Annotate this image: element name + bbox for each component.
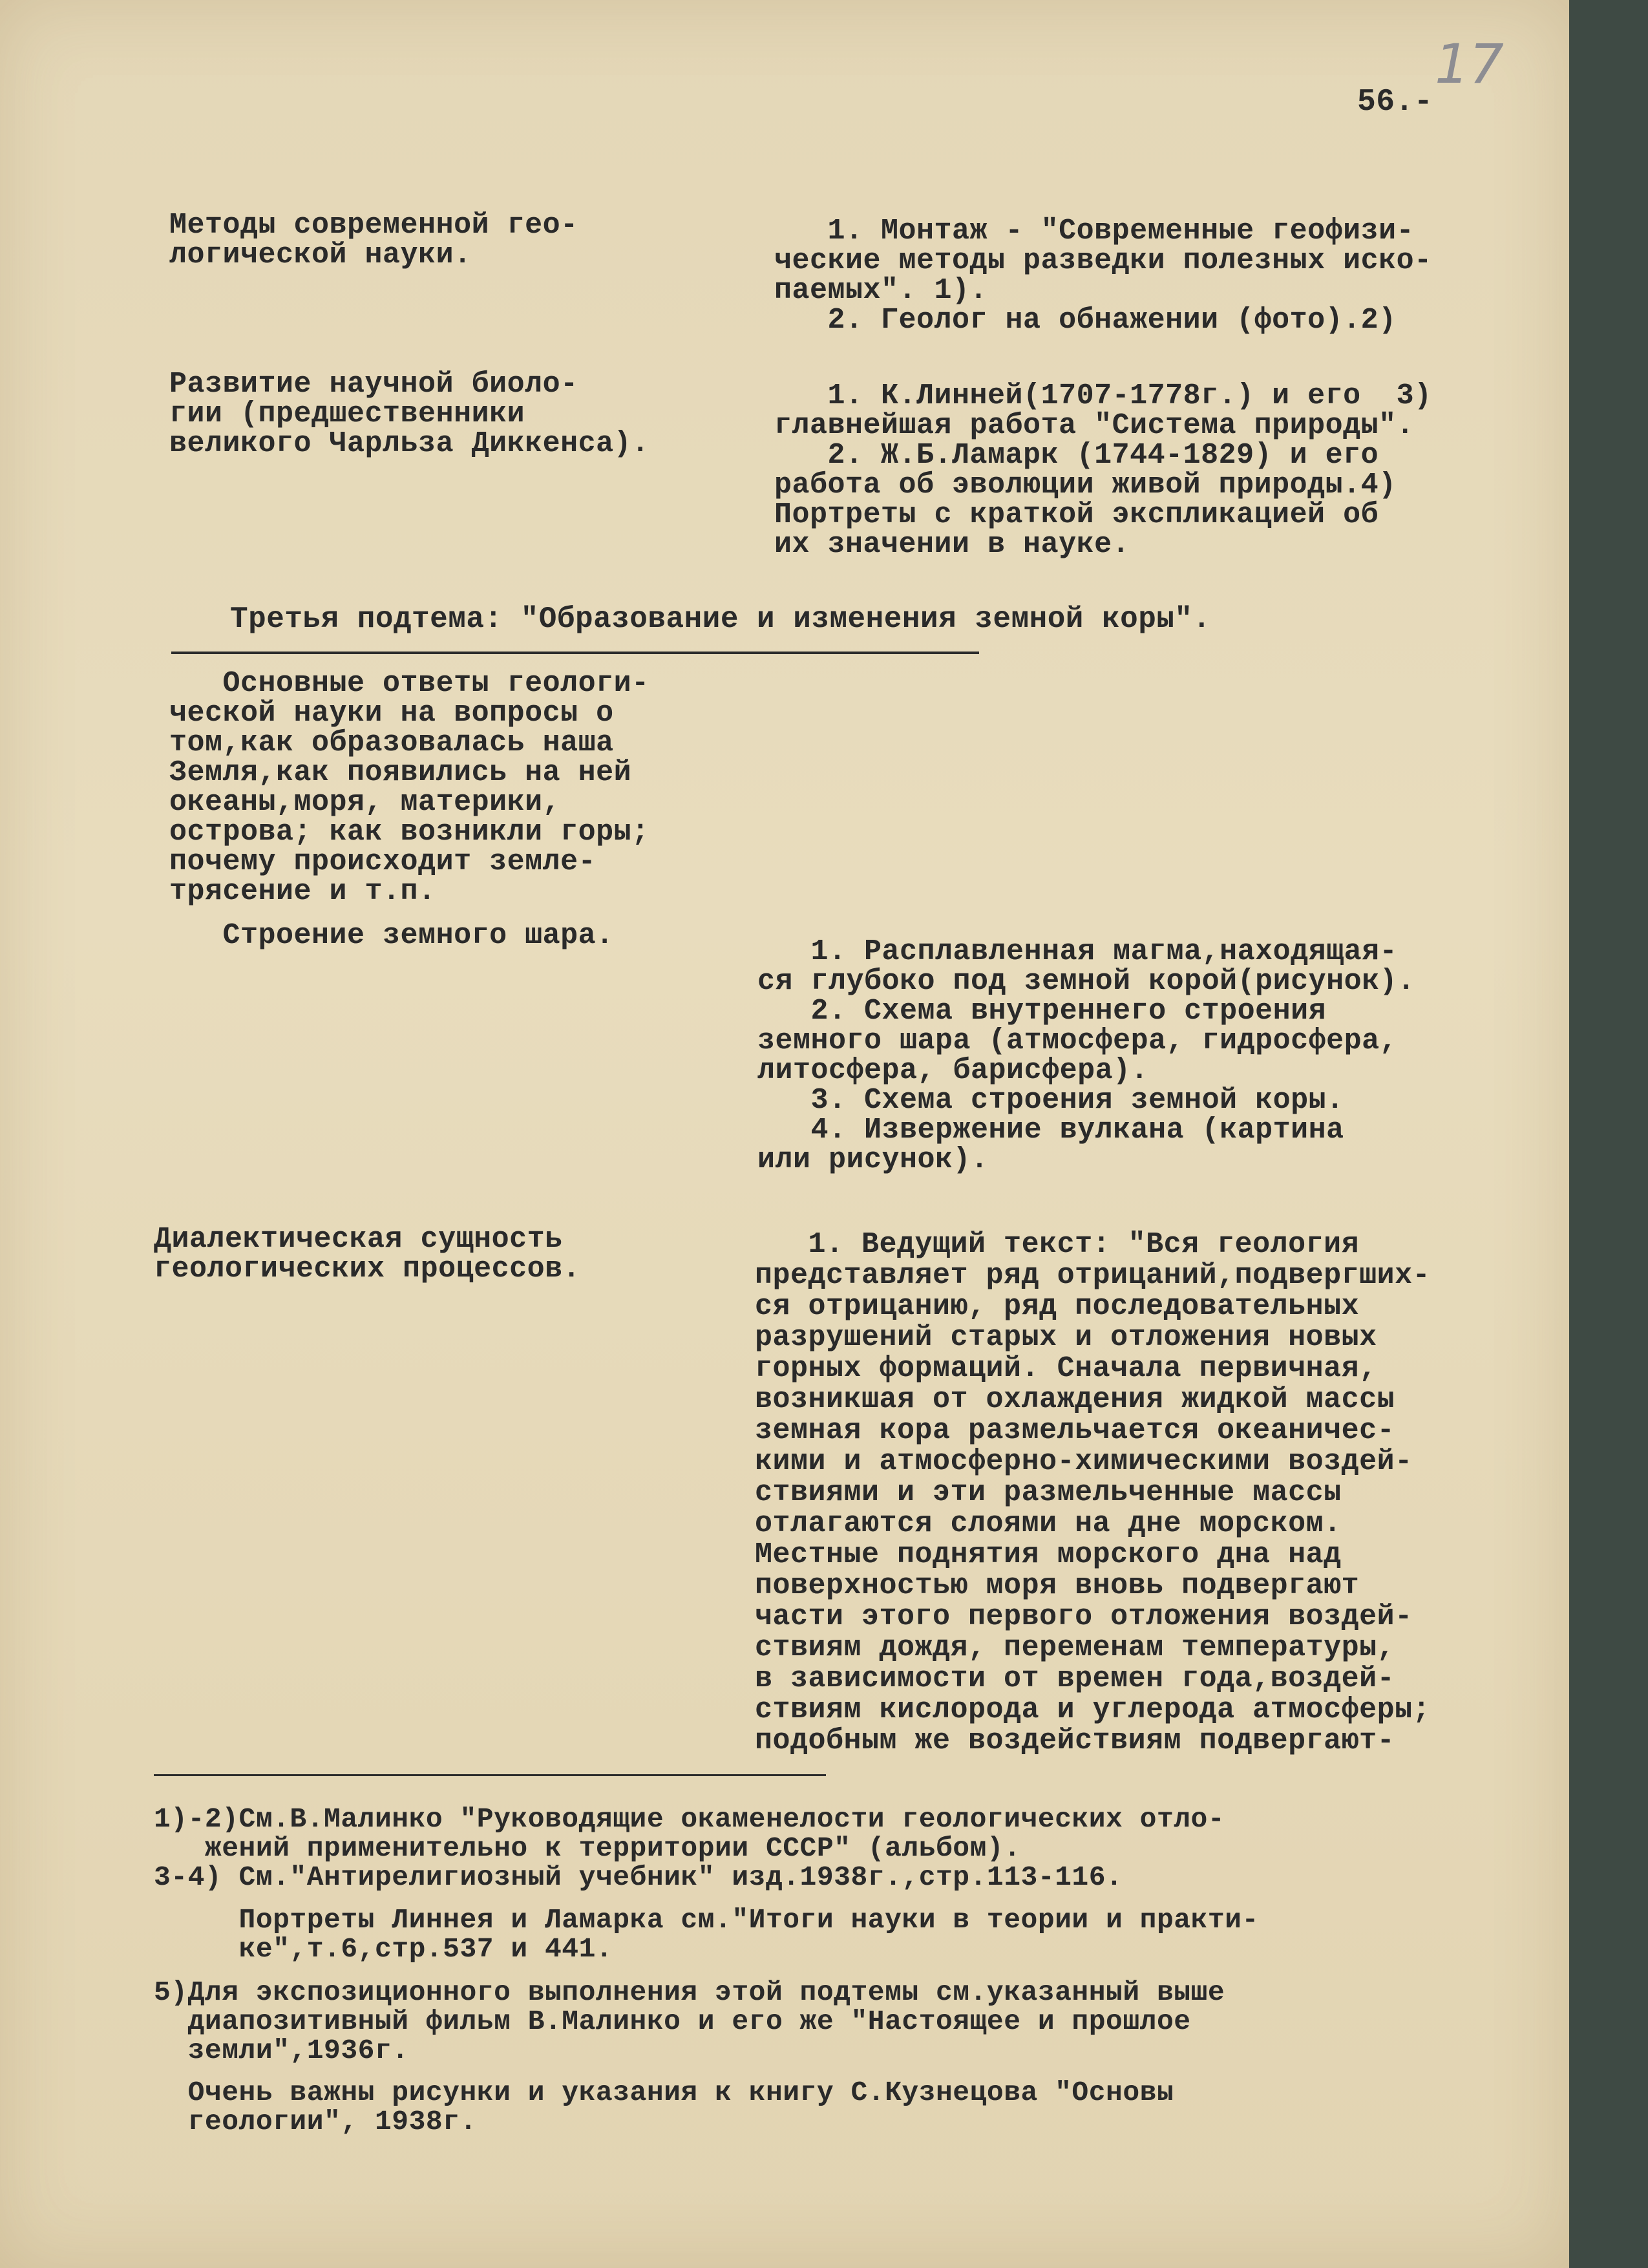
right-text-line: 4. Извержение вулкана (картина (757, 1114, 1344, 1147)
intro-line: острова; как возникли горы; (169, 816, 650, 849)
right-text-line: их значении в науке. (774, 528, 1130, 561)
right-text-line: ствиями и эти размельченные массы (755, 1476, 1342, 1509)
right-text-line: ся глубоко под земной корой(рисунок). (757, 965, 1415, 998)
left-text-line: гии (предшественники (169, 397, 525, 430)
right-text-line: Местные поднятия морского дна над (755, 1538, 1342, 1571)
right-text-line: литосфера, барисфера). (757, 1054, 1149, 1087)
heading-underline (171, 652, 979, 654)
left-text-line: Развитие научной биоло- (169, 368, 578, 401)
intro-line: Основные ответы геологи- (169, 667, 650, 700)
right-text-line: Портреты с краткой экспликацией об (774, 498, 1379, 531)
intro-line: ческой науки на вопросы о (169, 697, 614, 730)
right-text-line: 2. Схема внутреннего строения (757, 995, 1327, 1028)
right-text-line: земного шара (атмосфера, гидросфера, (757, 1024, 1398, 1057)
right-text-line: части этого первого отложения воздей- (755, 1600, 1413, 1633)
right-text-line: 1. К.Линней(1707-1778г.) и его 3) (774, 379, 1432, 412)
left-text-line: логической науки. (169, 238, 472, 271)
footnote-separator (154, 1774, 826, 1776)
right-text-line: главнейшая работа "Система природы". (774, 409, 1415, 442)
footnote-line: Портреты Линнея и Ламарка см."Итоги науки в теории и практи- (154, 1904, 1259, 1936)
footnote-line: 5)Для экспозиционного выполнения этой подтемы см.указанный выше (154, 1977, 1225, 2008)
right-text-line: представляет ряд отрицаний,подвергших- (755, 1259, 1431, 1292)
intro-line: том,как образовалась наша (169, 726, 614, 759)
right-text-line: подобным же воздействиям подвергают- (755, 1724, 1395, 1757)
right-text-line: работа об эволюции живой природы.4) (774, 469, 1397, 502)
footnote-line: 3-4) См."Антирелигиозный учебник" изд.1938г.,стр.113-116. (154, 1861, 1123, 1893)
right-text-line: 2. Геолог на обнажении (фото).2) (774, 304, 1397, 337)
footnote-line: земли",1936г. (154, 2035, 409, 2066)
intro-line: трясение и т.п. (169, 875, 436, 908)
page-number: 56.- (1357, 85, 1433, 120)
right-text-line: в зависимости от времен года,воздей- (755, 1662, 1395, 1695)
intro-line: океаны,моря, материки, (169, 786, 561, 819)
right-text-line: ческие методы разведки полезных иско- (774, 244, 1432, 277)
right-text-line: ся отрицанию, ряд последовательных (755, 1290, 1360, 1323)
left-text-line: Строение земного шара. (169, 919, 614, 952)
right-text-line: земная кора размельчается океаничес- (755, 1414, 1395, 1447)
right-text-line: возникшая от охлаждения жидкой массы (755, 1383, 1395, 1416)
footnote-line: Очень важны рисунки и указания к книгу С.Кузнецова "Основы (154, 2077, 1174, 2108)
pencil-page-number: 17 (1435, 32, 1504, 96)
left-text-line: геологических процессов. (154, 1253, 581, 1286)
right-text-line: паемых". 1). (774, 274, 988, 307)
right-text-line: 2. Ж.Б.Ламарк (1744-1829) и его (774, 439, 1379, 472)
footnote-line: 1)-2)См.В.Малинко "Руководящие окаменелости геологических отло- (154, 1803, 1225, 1835)
right-text-line: 1. Расплавленная магма,находящая- (757, 935, 1398, 968)
right-text-line: 3. Схема строения земной коры. (757, 1084, 1344, 1117)
footnote-line: диапозитивный фильм В.Малинко и его же "Настоящее и прошлое (154, 2006, 1191, 2037)
intro-line: Земля,как появились на ней (169, 756, 632, 789)
left-text-line: Методы современной гео- (169, 209, 578, 242)
footnote-line: жений применительно к территории СССР" (альбом). (154, 1832, 1021, 1864)
right-text-line: ствиям дождя, переменам температуры, (755, 1631, 1395, 1664)
left-text-line: великого Чарльза Диккенса). (169, 427, 650, 460)
right-text-line: или рисунок). (757, 1143, 989, 1176)
footnote-line: ке",т.6,стр.537 и 441. (154, 1933, 613, 1965)
footnote-line: геологии", 1938г. (154, 2106, 477, 2137)
right-text-line: отлагаются слоями на дне морском. (755, 1507, 1342, 1540)
right-text-line: кими и атмосферно-химическими воздей- (755, 1445, 1413, 1478)
right-text-line: горных формаций. Сначала первичная, (755, 1352, 1377, 1385)
right-text-line: поверхностью моря вновь подвергают (755, 1569, 1360, 1602)
right-text-line: разрушений старых и отложения новых (755, 1321, 1377, 1354)
subtopic-heading: Третья подтема: "Образование и изменения земной коры". (230, 602, 1211, 636)
right-text-line: ствиям кислорода и углерода атмосферы; (755, 1693, 1431, 1726)
right-text-line: 1. Ведущий текст: "Вся геология (755, 1228, 1360, 1261)
left-text-line: Диалектическая сущность (154, 1223, 563, 1256)
intro-line: почему происходит земле- (169, 845, 597, 878)
right-text-line: 1. Монтаж - "Современные геофизи- (774, 215, 1415, 248)
